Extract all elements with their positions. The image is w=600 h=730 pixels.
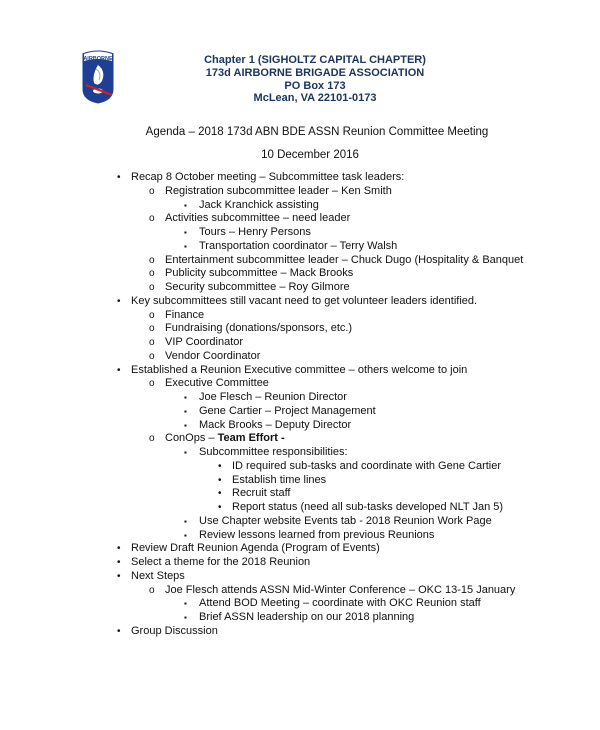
item-text: Registration subcommittee leader – Ken Smith bbox=[165, 184, 392, 197]
agenda-item-text bbox=[199, 226, 311, 240]
svg-text:AIRBORNE: AIRBORNE bbox=[83, 56, 113, 62]
agenda-item-text bbox=[165, 584, 515, 598]
agenda-item-text bbox=[165, 212, 350, 226]
square-bullet-icon: ▪ bbox=[184, 599, 187, 609]
item-text: Fundraising (donations/sponsors, etc.) bbox=[165, 322, 353, 335]
agenda-item-text bbox=[165, 350, 260, 364]
item-text: Recap 8 October meeting – Subcommittee task leaders: bbox=[131, 171, 405, 183]
square-bullet-icon: ▪ bbox=[184, 516, 187, 526]
agenda-item bbox=[0, 391, 600, 405]
item-text: Brief ASSN leadership on our 2018 planning bbox=[199, 611, 415, 623]
item-text: Review Draft Reunion Agenda (Program of Events) bbox=[131, 542, 380, 555]
association-name: 173d AIRBORNE BRIGADE ASSOCIATION bbox=[205, 67, 425, 79]
square-bullet-icon: ▪ bbox=[184, 530, 187, 540]
square-bullet-icon: ▪ bbox=[184, 420, 187, 430]
agenda-item bbox=[0, 570, 600, 584]
hollow-bullet-icon: o bbox=[149, 584, 155, 596]
meeting-date: 10 December 2016 bbox=[261, 149, 359, 161]
agenda-item bbox=[0, 501, 600, 515]
item-text: Use Chapter website Events tab - 2018 Reunion Work Page bbox=[199, 514, 492, 527]
agenda-item bbox=[0, 625, 600, 639]
agenda-item-text bbox=[131, 542, 380, 556]
hollow-bullet-icon: o bbox=[149, 378, 155, 390]
agenda-item bbox=[0, 254, 600, 268]
agenda-item bbox=[0, 446, 600, 460]
agenda-item bbox=[0, 460, 600, 474]
bullet-icon: • bbox=[117, 570, 121, 582]
hollow-bullet-icon: o bbox=[149, 337, 155, 348]
agenda-item bbox=[0, 542, 600, 556]
item-text: Subcommittee responsibilities: bbox=[199, 446, 348, 458]
agenda-item-text bbox=[199, 529, 434, 543]
agenda-item-text bbox=[131, 570, 185, 584]
airborne-patch-logo bbox=[80, 49, 116, 105]
city-address: McLean, VA 22101-0173 bbox=[253, 92, 377, 104]
item-text: Transportation coordinator – Terry Walsh bbox=[199, 239, 398, 252]
item-text: Gene Cartier – Project Management bbox=[199, 404, 376, 417]
hollow-bullet-icon: o bbox=[149, 323, 155, 335]
agenda-item bbox=[0, 281, 600, 295]
square-bullet-icon: ▪ bbox=[184, 228, 187, 237]
item-text: Attend BOD Meeting – coordinate with OKC Reunion staff bbox=[199, 597, 481, 610]
hollow-bullet-icon: o bbox=[149, 254, 155, 266]
agenda-item bbox=[0, 171, 600, 185]
agenda-item-text bbox=[165, 377, 269, 391]
item-text: Establish time lines bbox=[232, 473, 327, 486]
agenda-item-text bbox=[199, 515, 492, 529]
agenda-item bbox=[0, 584, 600, 598]
agenda-item-text bbox=[199, 611, 414, 625]
hollow-bullet-icon: o bbox=[149, 433, 155, 445]
agenda-item bbox=[0, 487, 600, 501]
item-text: Security subcommittee – Roy Gilmore bbox=[165, 281, 350, 293]
bullet-icon: • bbox=[117, 364, 121, 376]
square-bullet-icon: ▪ bbox=[184, 448, 187, 457]
item-text: Mack Brooks – Deputy Director bbox=[199, 418, 352, 431]
agenda-item-text bbox=[131, 364, 467, 378]
agenda-item bbox=[0, 597, 600, 611]
bullet-icon: • bbox=[117, 172, 121, 183]
agenda-item-text bbox=[232, 487, 291, 501]
item-text: ConOps – bbox=[165, 432, 218, 445]
agenda-item-text bbox=[199, 597, 481, 611]
agenda-item bbox=[0, 432, 600, 446]
item-text: ID required sub-tasks and coordinate with Gene Cartier bbox=[232, 459, 502, 472]
agenda-item bbox=[0, 350, 600, 364]
square-bullet-icon: ▪ bbox=[184, 613, 187, 622]
hollow-bullet-icon: o bbox=[149, 309, 155, 321]
agenda-list bbox=[0, 171, 600, 639]
hollow-bullet-icon: o bbox=[149, 213, 155, 225]
agenda-item bbox=[0, 295, 600, 309]
hollow-bullet-icon: o bbox=[149, 282, 155, 293]
agenda-item-text bbox=[199, 240, 397, 254]
agenda-item-text bbox=[131, 625, 218, 639]
bullet-icon: • bbox=[218, 474, 222, 486]
agenda-item bbox=[0, 611, 600, 625]
agenda-item bbox=[0, 556, 600, 570]
agenda-item-text bbox=[131, 171, 404, 185]
square-bullet-icon: ▪ bbox=[184, 200, 187, 210]
item-text: Jack Kranchick assisting bbox=[199, 198, 319, 211]
chapter-name: Chapter 1 (SIGHOLTZ CAPITAL CHAPTER) bbox=[204, 54, 426, 66]
item-text: Next Steps bbox=[131, 569, 185, 582]
po-box: PO Box 173 bbox=[284, 80, 346, 92]
agenda-item-text bbox=[199, 391, 347, 405]
agenda-item bbox=[0, 419, 600, 433]
agenda-item bbox=[0, 240, 600, 254]
item-text: Entertainment subcommittee leader – Chuck Dugo (Hospitality & Banquet bbox=[165, 253, 524, 266]
agenda-item bbox=[0, 199, 600, 213]
item-text: Key subcommittees still vacant need to get volunteer leaders identified. bbox=[131, 294, 478, 307]
item-text: Joe Flesch attends ASSN Mid-Winter Conference – OKC 13-15 January bbox=[165, 583, 516, 596]
bullet-icon: • bbox=[218, 488, 222, 500]
agenda-item-text bbox=[165, 336, 243, 350]
agenda-title: Agenda – 2018 173d ABN BDE ASSN Reunion Committee Meeting bbox=[145, 126, 489, 138]
bullet-icon: • bbox=[218, 460, 222, 472]
agenda-item bbox=[0, 226, 600, 240]
hollow-bullet-icon: o bbox=[149, 268, 155, 280]
item-bold-text: Team Effort - bbox=[217, 432, 285, 445]
hollow-bullet-icon: o bbox=[149, 350, 155, 362]
agenda-item-text bbox=[199, 405, 376, 419]
agenda-item-text bbox=[232, 474, 326, 488]
item-text: Finance bbox=[165, 308, 205, 321]
agenda-item bbox=[0, 267, 600, 281]
agenda-item-text bbox=[165, 309, 204, 323]
agenda-item bbox=[0, 309, 600, 323]
agenda-item bbox=[0, 529, 600, 543]
item-text: Executive Committee bbox=[165, 377, 269, 390]
agenda-item-text bbox=[131, 556, 310, 570]
agenda-item-text bbox=[131, 295, 477, 309]
item-text: Publicity subcommittee – Mack Brooks bbox=[165, 267, 354, 280]
square-bullet-icon: ▪ bbox=[184, 393, 187, 402]
agenda-item bbox=[0, 185, 600, 199]
agenda-item bbox=[0, 405, 600, 419]
item-text: Review lessons learned from previous Reunions bbox=[199, 528, 435, 541]
agenda-item-text bbox=[199, 419, 351, 433]
square-bullet-icon: ▪ bbox=[184, 241, 187, 251]
item-text: Recruit staff bbox=[232, 487, 291, 500]
agenda-item-text bbox=[165, 322, 352, 336]
bullet-icon: • bbox=[117, 543, 121, 555]
item-text: VIP Coordinator bbox=[165, 336, 244, 348]
agenda-item bbox=[0, 515, 600, 529]
agenda-item-text bbox=[165, 281, 350, 295]
agenda-item-text bbox=[165, 432, 285, 446]
agenda-item-text bbox=[165, 267, 353, 281]
hollow-bullet-icon: o bbox=[149, 185, 155, 197]
item-text: Established a Reunion Executive committee – others welcome to join bbox=[131, 363, 468, 376]
agenda-item-text bbox=[165, 185, 392, 199]
agenda-item bbox=[0, 364, 600, 378]
item-text: Joe Flesch – Reunion Director bbox=[199, 391, 347, 403]
agenda-item-text bbox=[165, 254, 523, 268]
item-text: Report status (need all sub-tasks developed NLT Jan 5) bbox=[232, 501, 504, 513]
bullet-icon: • bbox=[117, 625, 121, 637]
agenda-item bbox=[0, 336, 600, 350]
agenda-item bbox=[0, 377, 600, 391]
item-text: Tours – Henry Persons bbox=[199, 226, 311, 238]
agenda-item-text bbox=[232, 460, 501, 474]
item-text: Select a theme for the 2018 Reunion bbox=[131, 556, 311, 568]
bullet-icon: • bbox=[218, 502, 222, 513]
agenda-item-text bbox=[199, 199, 319, 213]
bullet-icon: • bbox=[117, 295, 121, 307]
agenda-item-text bbox=[199, 446, 348, 460]
agenda-item bbox=[0, 474, 600, 488]
item-text: Vendor Coordinator bbox=[165, 349, 261, 362]
bullet-icon: • bbox=[117, 557, 121, 568]
agenda-item bbox=[0, 322, 600, 336]
square-bullet-icon: ▪ bbox=[184, 406, 187, 416]
agenda-item-text bbox=[232, 501, 503, 515]
item-text: Activities subcommittee – need leader bbox=[165, 212, 351, 225]
item-text: Group Discussion bbox=[131, 624, 218, 637]
agenda-item bbox=[0, 212, 600, 226]
